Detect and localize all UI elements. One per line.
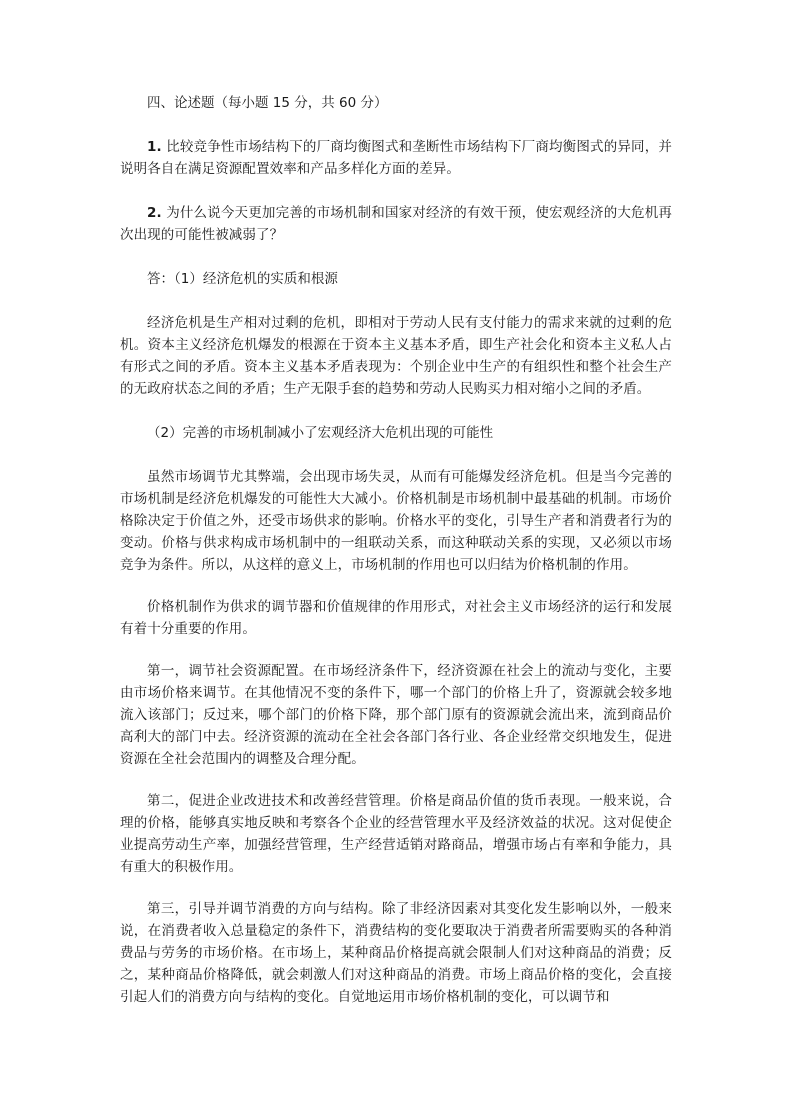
document-body: [120, 92, 672, 1008]
question-2: [120, 202, 672, 246]
question-1-text: 比较竞争性市场结构下的厂商均衡图式和垄断性市场结构下厂商均衡图式的异同，并说明各自在满足资源配置效率和产品多样化方面的差异。: [120, 139, 672, 177]
answer-label: 答：（1）经济危机的实质和根源: [147, 271, 338, 287]
question-2-text: 为什么说今天更加完善的市场机制和国家对经济的有效干预，使宏观经济的大危机再次出现的可能性被减弱了？: [120, 205, 672, 243]
answer-paragraph-1: 经济危机是生产相对过剩的危机，即相对于劳动人民有支付能力的需求来就的过剩的危机。资本主义经济危机爆发的根源在于资本主义基本矛盾，即生产社会化和资本主义私人占有形式之间的矛盾。资本主义基本矛盾表现为：个别企业中生产的有组织性和整个社会生产的无政府状态之间的矛盾；生产无限手套的趋势和劳动人民购买力相对缩小之间的矛盾。: [120, 315, 672, 397]
answer-paragraph-3: 价格机制作为供求的调节器和价值规律的作用形式，对社会主义市场经济的运行和发展有着十分重要的作用。: [120, 599, 672, 637]
question-1-number: 1.: [147, 139, 162, 155]
section-title: 四、论述题（每小题 15 分，共 60 分）: [147, 95, 388, 111]
answer-paragraph-6: 第三，引导并调节消费的方向与结构。除了非经济因素对其变化发生影响以外，一般来说，在消费者收入总量稳定的条件下，消费结构的变化要取决于消费者所需要购买的各种消费品与劳务的市场价格。在市场上，某种商品价格提高就会限制人们对这种商品的消费；反之，某种商品价格降低，就会刺激人们对这种商品的消费。市场上商品价格的变化，会直接引起人们的消费方向与结构的变化。自觉地运用市场价格机制的变化，可以调节和: [120, 901, 672, 1005]
question-1: [120, 136, 672, 180]
answer-subheading-2: （2）完善的市场机制减小了宏观经济大危机出现的可能性: [147, 425, 494, 441]
answer-paragraph-4: 第一，调节社会资源配置。在市场经济条件下，经济资源在社会上的流动与变化，主要由市场价格来调节。在其他情况不变的条件下，哪一个部门的价格上升了，资源就会较多地流入该部门；反过来，哪个部门的价格下降，那个部门原有的资源就会流出来，流到商品价高利大的部门中去。经济资源的流动在全社会各部门各行业、各企业经常交织地发生，促进资源在全社会范围内的调整及合理分配。: [120, 663, 672, 767]
answer-paragraph-5: 第二，促进企业改进技术和改善经营管理。价格是商品价值的货币表现。一般来说，合理的价格，能够真实地反映和考察各个企业的经营管理水平及经济效益的状况。这对促使企业提高劳动生产率，加强经营管理，生产经营适销对路商品，增强市场占有率和争能力，具有重大的积极作用。: [120, 793, 672, 875]
question-2-number: 2.: [147, 205, 162, 221]
answer-paragraph-2: 虽然市场调节尤其弊端，会出现市场失灵，从而有可能爆发经济危机。但是当今完善的市场机制是经济危机爆发的可能性大大减小。价格机制是市场机制中最基础的机制。市场价格除决定于价值之外，还受市场供求的影响。价格水平的变化，引导生产者和消费者行为的变动。价格与供求构成市场机制中的一组联动关系，而这种联动关系的实现，又必须以市场竞争为条件。所以，从这样的意义上，市场机制的作用也可以归结为价格机制的作用。: [120, 469, 672, 573]
